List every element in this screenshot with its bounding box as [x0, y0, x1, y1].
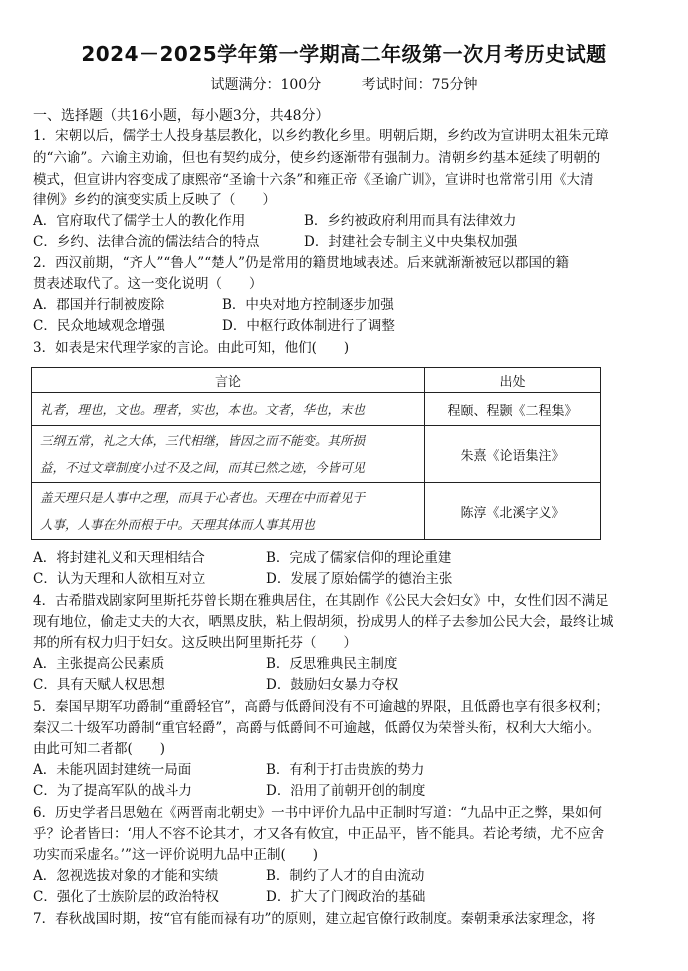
quote-text: 三纲五常，礼之大体，三代相继，皆因之而不能变。其所损 — [40, 433, 366, 448]
q4-line-3: 邦的所有权力归于妇女。这反映出阿里斯托芬（ ） — [33, 635, 357, 651]
q1-line-1: 1．宋朝以后，儒学士人投身基层教化，以乡约教化乡里。明朝后期，乡约改为宣讲明太祖朱元璋 — [33, 128, 609, 144]
q7-line-1: 7．春秋战国时期，按“官有能而禄有功”的原则，建立起官僚行政制度。秦朝秉承法家理念，将 — [33, 911, 596, 927]
time-info: 考试时间：75分钟 — [361, 77, 478, 93]
score-info: 试题满分：100分 — [210, 77, 322, 93]
quote-cell — [32, 483, 425, 540]
q3-option-a: A．将封建礼义和天理相结合 — [33, 550, 205, 566]
q4-option-a: A．主张提高公民素质 — [33, 656, 165, 672]
q2-option-c: C．民众地域观念增强 — [33, 318, 165, 334]
q1-option-b: B．乡约被政府利用而具有法律效力 — [304, 213, 517, 229]
q1-line-4: 律例》乡约的演变实质上反映了（ ） — [33, 192, 276, 208]
q4-option-b: B．反思雅典民主制度 — [266, 656, 398, 672]
quote-text: 礼者，理也，文也。理者，实也，本也。文者，华也，末也 — [40, 401, 366, 417]
q3-option-d: D．发展了原始儒学的德治主张 — [266, 571, 453, 587]
quote-text: 盖天理只是人事中之理，而具于心者也。天理在中而着见于 — [40, 490, 366, 505]
q3-line-1: 3．如表是宋代理学家的言论。由此可知，他们( ) — [33, 340, 350, 356]
q6-option-a: A．忽视选拔对象的才能和实绩 — [33, 868, 219, 884]
q1-line-3: 模式，但宣讲内容变成了康熙帝“圣谕十六条”和雍正帝《圣谕广训》，宣讲时也常常引用《大清 — [33, 172, 594, 188]
q4-option-d: D．鼓励妇女暴力夺权 — [266, 677, 399, 693]
quote-text: 益，不过文章制度小过不及之间，而其已然之迹，今皆可见 — [40, 460, 366, 475]
q5-line-1: 5．秦国早期军功爵制“重爵轻官”，高爵与低爵间没有不可逾越的界限，且低爵也享有很多权利； — [33, 699, 609, 715]
q6-line-3: 功实而采虚名。’”这一评价说明九品中正制( ) — [33, 847, 318, 863]
q5-option-b: B．有利于打击贵族的势力 — [266, 762, 425, 778]
q4-option-c: C．具有天赋人权思想 — [33, 677, 165, 693]
q2-line-1: 2．西汉前期，“齐人”“鲁人”“楚人”仍是常用的籍贯地域表述。后来就渐渐被冠以郡国的籍 — [33, 255, 569, 271]
table-header-row — [32, 368, 601, 393]
q6-option-b: B．制约了人才的自由流动 — [266, 868, 425, 884]
section-heading: 一、选择题（共16小题，每小题3分，共48分） — [33, 108, 330, 124]
q5-line-2: 秦汉二十级军功爵制“重官轻爵”，高爵与低爵间不可逾越，低爵仅为荣誉头衔，权利大大缩小。 — [33, 720, 601, 736]
q2-option-b: B．中央对地方控制逐步加强 — [222, 297, 394, 313]
exam-info — [0, 74, 688, 94]
exam-title: 2024－2025学年第一学期高二年级第一次月考历史试题 — [81, 42, 607, 66]
q4-line-2: 现有地位，偷走丈夫的大衣，晒黑皮肤，粘上假胡须，扮成男人的样子去参加公民大会，最终让城 — [33, 614, 614, 630]
q6-line-1: 6．历史学者吕思勉在《两晋南北朝史》一书中评价九品中正制时写道：“九品中正之弊，果如何 — [33, 805, 602, 821]
quote-cell — [32, 426, 425, 483]
quotes-table — [31, 367, 601, 540]
header-source: 出处 — [425, 368, 601, 393]
q3-option-c: C．认为天理和人欲相互对立 — [33, 571, 206, 587]
q6-option-c: C．强化了士族阶层的政治特权 — [33, 889, 219, 905]
q6-line-2: 乎？论者皆曰：‘用人不容不论其才，才又各有攸宜，中正品平，皆不能具。若论考绩，尤不应舍 — [33, 826, 605, 842]
source-cell: 朱熹《论语集注》 — [425, 426, 601, 483]
q5-option-c: C．为了提高军队的战斗力 — [33, 783, 192, 799]
q1-option-a: A．官府取代了儒学士人的教化作用 — [33, 213, 246, 229]
source-cell: 程颐、程颢《二程集》 — [425, 393, 601, 426]
table-row — [32, 426, 601, 483]
q3-option-b: B．完成了儒家信仰的理论重建 — [266, 550, 452, 566]
table-row — [32, 483, 601, 540]
q6-option-d: D．扩大了门阀政治的基础 — [266, 889, 426, 905]
q1-option-c: C．乡约、法律合流的儒法结合的特点 — [33, 234, 260, 250]
table-row — [32, 393, 601, 426]
q1-line-2: 的“六谕”。六谕主劝谕，但也有契约成分，使乡约逐渐带有强制力。清朝乡约基本延续了明朝的 — [33, 150, 601, 166]
source-cell: 陈淳《北溪字义》 — [425, 483, 601, 540]
q1-option-d: D．封建社会专制主义中央集权加强 — [304, 234, 518, 250]
quote-text: 人事，人事在外而根于中。天理其体而人事其用也 — [40, 517, 316, 532]
q2-option-a: A．郡国并行制被废除 — [33, 297, 165, 313]
q5-option-a: A．未能巩固封建统一局面 — [33, 762, 192, 778]
q2-line-2: 贯表述取代了。这一变化说明（ ） — [33, 276, 263, 292]
q4-line-1: 4．古希腊戏剧家阿里斯托芬曾长期在雅典居住，在其剧作《公民大会妇女》中，女性们因不满足 — [33, 593, 609, 609]
q5-option-d: D．沿用了前朝开创的制度 — [266, 783, 426, 799]
quote-cell — [32, 393, 425, 426]
header-quote: 言论 — [32, 368, 425, 393]
q2-option-d: D．中枢行政体制进行了调整 — [222, 318, 395, 334]
q5-line-3: 由此可知二者都( ) — [33, 741, 166, 757]
